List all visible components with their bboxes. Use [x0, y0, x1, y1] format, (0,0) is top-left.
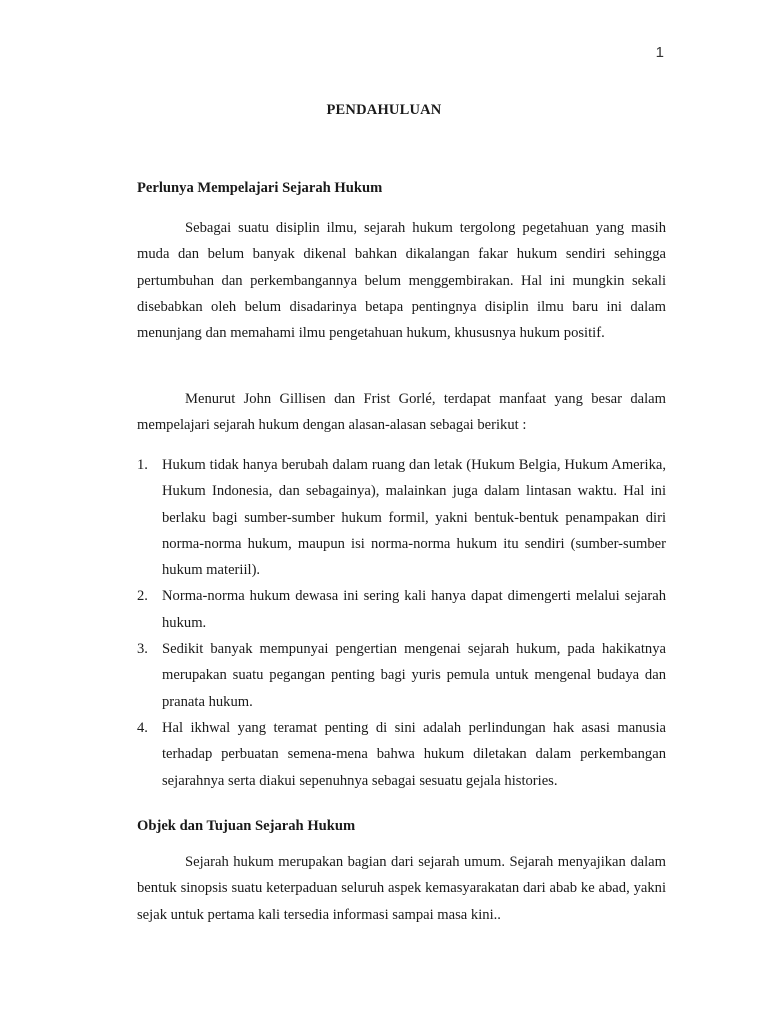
list-item-text: Hal ikhwal yang teramat penting di sini adalah perlindungan hak asasi manusia terhadap perbuatan semena-mena bahwa hukum diletakan dalam perkembangan sejarahnya serta diakui sepenuhnya sebagai sesuatu gejala histories. — [162, 719, 666, 789]
list-item-text: Sedikit banyak mempunyai pengertian mengenai sejarah hukum, pada hakikatnya merupakan suatu pegangan penting bagi yuris pemula untuk mengenal budaya dan pranata hukum. — [162, 641, 666, 710]
list-item — [137, 452, 666, 583]
page-number: 1 — [655, 44, 664, 61]
list-item-number: 3. — [137, 641, 148, 658]
section-heading-perlunya: Perlunya Mempelajari Sejarah Hukum — [137, 180, 383, 196]
list-item-text: Hukum tidak hanya berubah dalam ruang dan letak (Hukum Belgia, Hukum Amerika, Hukum Indonesia, dan sebagainya), malainkan juga dalam lintasan waktu. Hal ini berlaku bagi sumber-sumber hukum formil, yakni bentuk-bentuk penampakan diri norma-norma hukum, maupun isi norma-norma hukum itu sendiri (sumber-sumber hukum materiil). — [162, 457, 666, 579]
list-item-number: 2. — [137, 588, 148, 605]
list-item-number: 1. — [137, 457, 148, 473]
list-item — [137, 583, 666, 636]
paragraph-objek: Sejarah hukum merupakan bagian dari sejarah umum. Sejarah menyajikan dalam bentuk sinopsis suatu keterpaduan seluruh aspek kemasyarakatan dari abab ke abad, yakni sejak untuk pertama kali tersedia informasi sampai masa kini.. — [137, 854, 666, 923]
list-item — [137, 715, 666, 794]
reasons-list — [137, 452, 666, 794]
page-title: PENDAHULUAN — [326, 102, 442, 118]
section-heading-objek: Objek dan Tujuan Sejarah Hukum — [137, 818, 356, 834]
paragraph-manfaat: Menurut John Gillisen dan Frist Gorlé, terdapat manfaat yang besar dalam mempelajari sejarah hukum dengan alasan-alasan sebagai berikut : — [137, 391, 666, 434]
list-item — [137, 636, 666, 715]
list-item-number: 4. — [137, 719, 148, 736]
list-item-text: Norma-norma hukum dewasa ini sering kali hanya dapat dimengerti melalui sejarah hukum. — [162, 588, 666, 631]
paragraph-intro: Sebagai suatu disiplin ilmu, sejarah hukum tergolong pegetahuan yang masih muda dan belum banyak dikenal bahkan dikalangan fakar hukum sendiri sehingga pertumbuhan dan perkembangannya belum menggembirakan. Hal ini mungkin sekali disebabkan oleh belum disadarinya betapa pentingnya disiplin ilmu baru ini dalam menunjang dan memahami ilmu pengetahuan hukum, khususnya hukum positif. — [137, 220, 666, 342]
